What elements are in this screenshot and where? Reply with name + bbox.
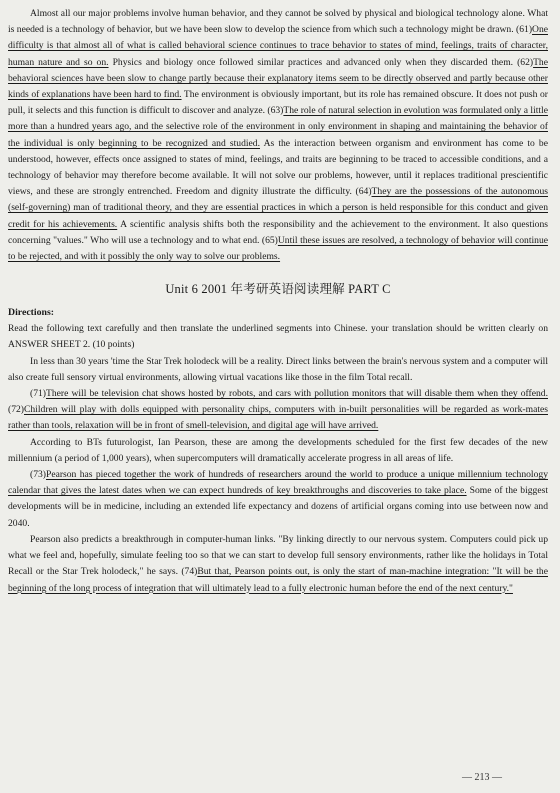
underlined-63: The role of natural selection in evolution was formulated only a little more than a hundred years ago, and the selective role of the environment in only environment in shaping and maintaining the behavior of the individual is only beginning to be recognized and studied. bbox=[8, 105, 548, 149]
paragraph-5: Pearson also predicts a breakthrough in computer-human links. "By linking directly to our nervous system. Computers could pick up what we feel and, hopefully, simulate feeling too so that we can start to develop full sensory environments, rather like the holidays in Total Recall or the Star Trek holodeck," he says. (74)But that, Pearson points out, is only the start of man-machine integration: "It will be the beginning of the long process of integration that will ultimately lead to a fully electronic human before the end of the next century." bbox=[8, 533, 548, 594]
underlined-72: Children will play with dolls equipped with personality chips, computers with in-built personalities will be regarded as work-mates rather than tools, relaxation will be in front of smell-television, and digital age will have arrived. bbox=[8, 404, 548, 432]
underlined-65: Until these issues are resolved, a technology of behavior will continue to be rejected, and with it possibly the only way to solve our problems. bbox=[8, 234, 548, 263]
paragraph-2: (71)There will be television chat shows hosted by robots, and cars with pollution monitors that will disable them when they offend. (72)Children will play with dolls equipped with personality chips, computers with in-built personalities will be regarded as work-mates rather than tools, relaxation will be in front of smell-television, and digital age will have arrived. bbox=[8, 388, 548, 432]
directions-label: Directions: bbox=[8, 307, 55, 319]
paragraph-1: In less than 30 years 'time the Star Trek holodeck will be a reality. Direct links between the brain's nervous system and a computer will also create full sensory virtual environments, allowing virtual vacations like those in the film Total recall. bbox=[8, 355, 548, 383]
underlined-71: There will be television chat shows hosted by robots, and cars with pollution monitors that will disable them when they offend. bbox=[45, 388, 548, 400]
paragraph-4: (73)Pearson has pieced together the work of hundreds of researchers around the world to produce a unique millennium technology calendar that gives the latest dates when we can expect hundreds of key breakthroughs and discoveries to take place. Some of the biggest developments will be in medicine, including an extended life expectancy and dozens of artificial organs coming into use between now and 2040. bbox=[8, 469, 548, 529]
page-number: — 213 — bbox=[462, 772, 502, 783]
paragraph-3: According to BTs futurologist, Ian Pearson, these are among the developments scheduled for the first few decades of the new millennium (a period of 1,000 years), when supercomputers will dramatically accelerate progress in all areas of life. bbox=[8, 436, 548, 464]
page-content bbox=[8, 6, 548, 597]
underlined-73: Pearson has pieced together the work of hundreds of researchers around the world to produce a unique millennium technology calendar that gives the latest dates when we can expect hundreds of key breakthroughs and discoveries to take place. bbox=[8, 469, 548, 497]
underlined-64: They are the possessions of the autonomous (self-governing) man of traditional theory, and they are essential practices in which a person is held responsible for this conduct and given credit for his achievements. bbox=[8, 186, 548, 230]
underlined-74: But that, Pearson points out, is only the start of man-machine integration: "It will be the beginning of the long process of integration that will ultimately lead to a fully electronic human before the end of the next century." bbox=[8, 566, 548, 594]
underlined-61: One difficulty is that almost all of what is called behavioral science continues to trace behavior to states of mind, feelings, traits of character, human nature and so on. bbox=[8, 24, 548, 68]
underlined-62: The behavioral sciences have been slow to change partly because their explanatory items seem to be directly observed and partly because other kinds of explanations have been hard to find. bbox=[8, 56, 548, 101]
paragraph-unit5: Almost all our major problems involve human behavior, and they cannot be solved by physical and biological technology alone. What is needed is a technology of behavior, but we have been slow to develop the science from which such a technology might be drawn. (61)One difficulty is that almost all of what is called behavioral science continues to trace behavior to states of mind, feelings, traits of character, human nature and so on. Physics and biology once followed similar practices and advanced only when they discarded them. (62)The behavioral sciences have been slow to change partly because their explanatory items seem to be directly observed and partly because other kinds of explanations have been hard to find. The environment is obviously important, but its role has remained obscure. It does not push or pull, it selects and this function is difficult to discover and analyze. (63)The role of natural selection in evolution was formulated only a little more than a hundred years ago, and the selective role of the environment in only environment in shaping and maintaining the behavior of the individual is only beginning to be recognized and studied. As the interaction between organism and environment has come to be understood, however, effects once assigned to states of mind, feelings, and traits are beginning to be traced to accessible conditions, and a technology of behavior may therefore become available. It will not solve our problems, however, until it replaces traditional prescientific views, and these are strongly entrenched. Freedom and dignity illustrate the difficulty. (64)They are the possessions of the autonomous (self-governing) man of traditional theory, and they are essential practices in which a person is held responsible for this conduct and given credit for his achievements. A scientific analysis shifts both the responsibility and the achievement to the environment. It also questions concerning "values." Who will use a technology and to what end. (65)Until these issues are resolved, a technology of behavior will continue to be rejected, and with it possibly the only way to solve our problems. bbox=[8, 8, 548, 263]
directions-text: Read the following text carefully and then translate the underlined segments into Chinese. your translation should be written clearly on ANSWER SHEET 2. (10 points) bbox=[8, 323, 548, 351]
unit-title: Unit 6 2001 年考研英语阅读理解 PART C bbox=[165, 282, 391, 297]
